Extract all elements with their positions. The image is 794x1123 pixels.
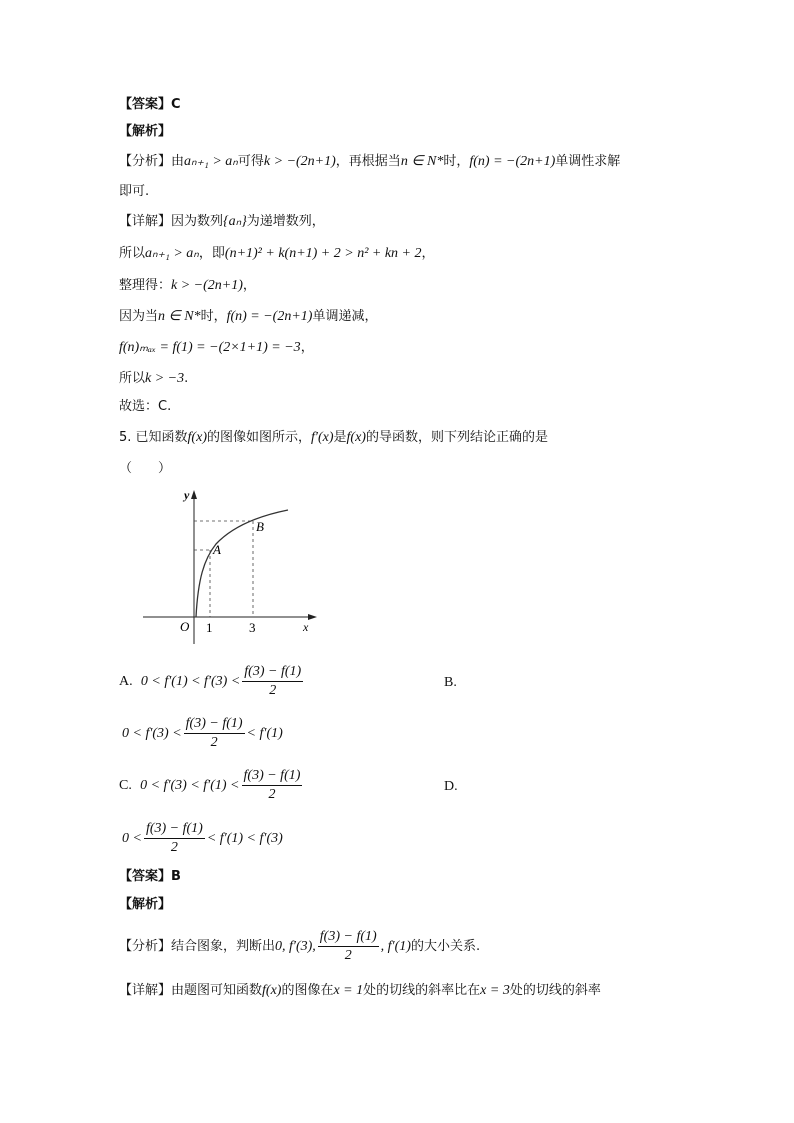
- origin-label: O: [180, 619, 190, 634]
- x-label: x: [303, 620, 309, 634]
- text: 因为当: [119, 309, 159, 324]
- text: 可得: [237, 154, 264, 169]
- math-expr: (n+1)² + k(n+1) + 2 > n² + kn + 2: [224, 246, 422, 261]
- text: 为递增数列，: [246, 214, 325, 229]
- text: 的图像如图所示，: [206, 430, 311, 445]
- tick-label-3: 3: [249, 620, 256, 635]
- detail-label: 【详解】因为数列: [119, 214, 224, 229]
- option-c: [119, 767, 304, 804]
- y-label: y: [184, 488, 190, 502]
- fenxi-label: 【分析】由: [119, 154, 185, 169]
- text: 即可.: [119, 184, 150, 199]
- detail-line-2: [119, 982, 601, 1000]
- option-b-expr-b: < f′(1): [246, 726, 283, 741]
- text: 的大小关系.: [410, 939, 481, 954]
- math-expr: f(x): [346, 430, 366, 445]
- text: 单调递减，: [312, 309, 378, 324]
- option-d: [122, 820, 283, 857]
- function-graph: [138, 484, 328, 654]
- text: 所以: [119, 246, 146, 261]
- math-expr: f′(x): [311, 430, 334, 445]
- text-line: [119, 370, 188, 388]
- text-line: [119, 245, 435, 263]
- fraction-denominator: 2: [210, 735, 218, 750]
- text: 所以: [119, 371, 146, 386]
- text: 单调性求解: [555, 154, 621, 169]
- detail-label: 【详解】由题图可知函数: [119, 983, 263, 998]
- point-a-label: A: [213, 542, 221, 557]
- text: ，: [242, 278, 256, 293]
- text-line: [119, 398, 171, 416]
- fraction: [144, 820, 205, 857]
- question-stem: [119, 429, 548, 447]
- option-a: [119, 663, 305, 700]
- fraction-numerator: f(3) − f(1): [242, 767, 303, 786]
- option-d-expr-a: 0 <: [122, 831, 142, 846]
- fraction-numerator: f(3) − f(1): [242, 663, 303, 682]
- text-line: [119, 339, 314, 357]
- fraction: [184, 715, 245, 752]
- text: 处的切线的斜率: [509, 983, 601, 998]
- fenxi-line: [119, 153, 620, 171]
- text-line: [119, 183, 149, 201]
- fraction: [242, 663, 303, 700]
- answer-line-2: [119, 868, 181, 886]
- option-a-label: A.: [119, 674, 133, 689]
- fraction: [318, 928, 379, 965]
- math-expr: f(x): [262, 983, 282, 998]
- option-b: [122, 715, 283, 752]
- math-expr: k > −3: [145, 371, 185, 386]
- fraction-denominator: 2: [344, 948, 352, 963]
- math-expr: {aₙ}: [223, 214, 247, 229]
- fraction: [242, 767, 303, 804]
- tick-label-1: 1: [206, 620, 213, 635]
- text: 处的切线的斜率比在: [363, 983, 481, 998]
- text: .: [184, 371, 189, 386]
- math-expr: n ∈ N*: [400, 154, 444, 169]
- math-expr: f(n)ₘₐₓ = f(1) = −(2×1+1) = −3: [119, 340, 301, 355]
- point-b-label: B: [256, 519, 264, 534]
- text: （ ）: [119, 461, 172, 476]
- option-d-label-line: [444, 778, 458, 796]
- answer-line: [119, 96, 181, 114]
- text-line: [119, 308, 377, 326]
- text: 5. 已知函数: [119, 430, 188, 445]
- x-axis-arrow: [308, 614, 317, 620]
- text: 是: [333, 430, 347, 445]
- text-line: [119, 277, 256, 295]
- text: 故选：C.: [119, 399, 172, 414]
- analysis-heading-text: 【解析】: [119, 124, 172, 139]
- text: 的图像在: [281, 983, 334, 998]
- fenxi-line-2: [119, 928, 480, 965]
- math-expr: f(n) = −(2n+1): [226, 309, 313, 324]
- answer-text: 【答案】C: [119, 97, 181, 112]
- fraction-numerator: f(3) − f(1): [144, 820, 205, 839]
- fraction-denominator: 2: [269, 683, 277, 698]
- option-c-expr: 0 < f′(3) < f′(1) <: [140, 778, 240, 793]
- option-b-expr-a: 0 < f′(3) <: [122, 726, 182, 741]
- answer-paren: [119, 460, 171, 478]
- fenxi-label: 【分析】结合图象，判断出: [119, 939, 276, 954]
- fraction-numerator: f(3) − f(1): [318, 928, 379, 947]
- math-expr: 0, f′(3),: [275, 939, 316, 954]
- fraction-denominator: 2: [170, 840, 178, 855]
- option-b-label: B.: [444, 675, 457, 690]
- detail-line: [119, 213, 325, 231]
- y-axis-arrow: [191, 490, 197, 499]
- math-expr: x = 1: [333, 983, 364, 998]
- text: 的导函数，则下列结论正确的是: [365, 430, 548, 445]
- text: ，即: [198, 246, 225, 261]
- math-expr: k > −(2n+1): [263, 154, 336, 169]
- math-expr: f(n) = −(2n+1): [469, 154, 556, 169]
- text: ，: [421, 246, 435, 261]
- analysis-heading-2: [119, 896, 171, 914]
- option-d-expr-b: < f′(1) < f′(3): [206, 831, 283, 846]
- analysis-heading: [119, 123, 171, 141]
- fraction-numerator: f(3) − f(1): [184, 715, 245, 734]
- answer-text: 【答案】B: [119, 869, 181, 884]
- option-c-label: C.: [119, 778, 132, 793]
- text: 时，: [200, 309, 227, 324]
- text: ，再根据当: [335, 154, 401, 169]
- option-b-label-line: [444, 674, 457, 692]
- text: ，: [300, 340, 314, 355]
- option-a-expr: 0 < f′(1) < f′(3) <: [140, 674, 241, 689]
- math-expr: k > −(2n+1): [171, 278, 243, 293]
- math-expr: n ∈ N*: [158, 309, 201, 324]
- math-expr: aₙ₊₁ > aₙ: [184, 154, 238, 169]
- text: 整理得：: [119, 278, 172, 293]
- fraction-denominator: 2: [268, 787, 276, 802]
- option-d-label: D.: [444, 779, 458, 794]
- analysis-heading-text: 【解析】: [119, 897, 172, 912]
- math-expr: f(x): [187, 430, 207, 445]
- math-expr: , f′(1): [380, 939, 411, 954]
- text: 时，: [443, 154, 470, 169]
- math-expr: aₙ₊₁ > aₙ: [145, 246, 199, 261]
- math-expr: x = 3: [480, 983, 510, 998]
